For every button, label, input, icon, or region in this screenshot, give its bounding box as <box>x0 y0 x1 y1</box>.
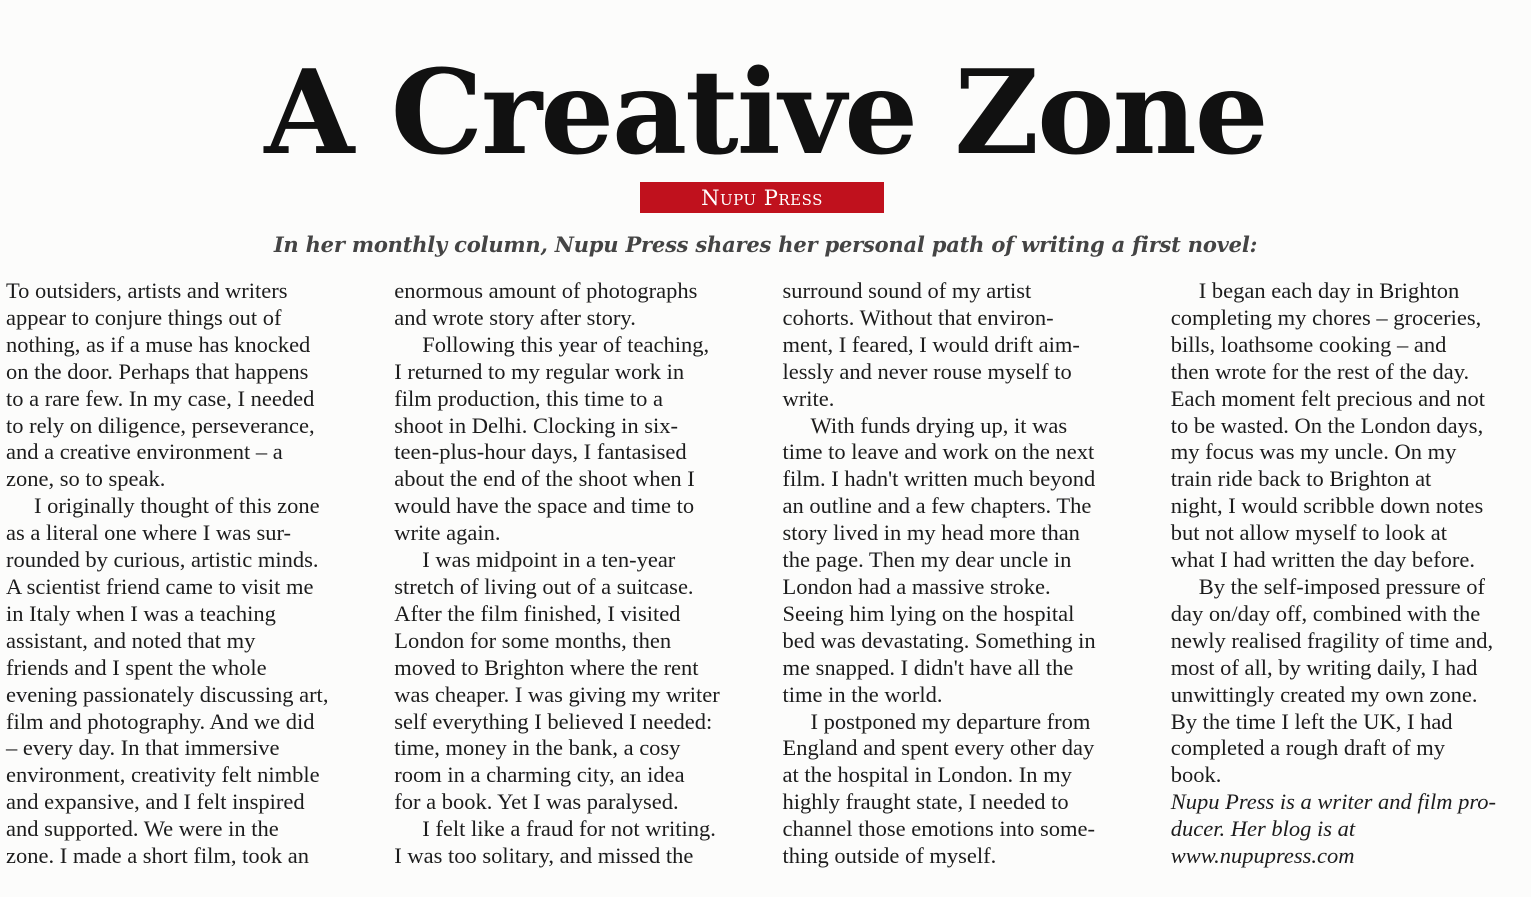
article-line: most of all, by writing daily, I had <box>1170 654 1478 680</box>
article-line: completing my chores – groceries, <box>1170 304 1482 330</box>
article-line: and supported. We were in the <box>6 816 279 842</box>
article-line: I originally thought of this zone <box>34 493 320 519</box>
article-line: friends and I spent the whole <box>6 654 267 680</box>
article-line: shoot in Delhi. Clocking in six- <box>394 412 678 438</box>
article-line: surround sound of my artist <box>782 278 1032 303</box>
article-line: I was midpoint in a ten-year <box>422 547 676 573</box>
article-line: about the end of the shoot when I <box>394 466 695 492</box>
article-line: Following this year of teaching, <box>422 331 710 357</box>
article-line: write. <box>782 385 835 411</box>
article-line: moved to Brighton where the rent <box>394 654 699 680</box>
article-line: write again. <box>394 520 501 546</box>
article-line: By the time I left the UK, I had <box>1170 708 1453 734</box>
article-line: in Italy when I was a teaching <box>6 600 276 626</box>
article-line: London for some months, then <box>394 627 672 653</box>
article-line: and expansive, and I felt inspired <box>6 789 305 815</box>
article-line: thing outside of myself. <box>782 843 997 869</box>
article-line: A scientist friend came to visit me <box>6 573 314 599</box>
article-line: After the film finished, I visited <box>394 600 681 626</box>
article-line: England and spent every other day <box>782 735 1095 761</box>
article-line: for a book. Yet I was paralysed. <box>394 789 679 815</box>
standfirst: In her monthly column, Nupu Press shares her personal path of writing a first novel: <box>273 232 1258 257</box>
article-line: teen-plus-hour days, I fantasised <box>394 439 687 465</box>
article-body <box>6 278 1530 870</box>
article-line: environment, creativity felt nimble <box>6 762 320 788</box>
article-line: assistant, and noted that my <box>6 627 256 653</box>
article-line: and a creative environment – a <box>6 439 283 465</box>
article-line: book. <box>1170 762 1222 788</box>
article-line: an outline and a few chapters. The <box>782 493 1092 519</box>
article-line: to rely on diligence, perseverance, <box>6 412 315 438</box>
article-line: to be wasted. On the London days, <box>1170 412 1484 438</box>
column-3 <box>783 278 1142 870</box>
article-line: train ride back to Brighton at <box>1170 466 1432 492</box>
article-line: ment, I feared, I would drift aim- <box>782 331 1080 357</box>
article-line: London had a massive stroke. <box>782 573 1051 599</box>
article-line: stretch of living out of a suitcase. <box>394 573 694 599</box>
column-4 <box>1171 278 1530 870</box>
article-line: my focus was my uncle. On my <box>1170 439 1457 465</box>
article-line: time to leave and work on the next <box>782 439 1095 465</box>
column-2 <box>394 278 753 870</box>
article-line: was cheaper. I was giving my writer <box>394 681 720 707</box>
article-line: To outsiders, artists and writers <box>6 278 288 303</box>
article-line: completed a rough draft of my <box>1170 735 1446 761</box>
article-line: nothing, as if a muse has knocked <box>6 331 311 357</box>
article-line: to a rare few. In my case, I needed <box>6 385 315 411</box>
article-line: I postponed my departure from <box>810 708 1091 734</box>
article-line: zone. I made a short film, took an <box>6 843 310 869</box>
article-line: bed was devastating. Something in <box>782 627 1096 653</box>
article-line: cohorts. Without that environ- <box>782 304 1054 330</box>
article-line: Seeing him lying on the hospital <box>782 600 1075 626</box>
column-1 <box>6 278 365 870</box>
article-line: and wrote story after story. <box>394 304 636 330</box>
article-line: I felt like a fraud for not writing. <box>422 816 716 842</box>
article-line: evening passionately discussing art, <box>6 681 329 707</box>
article-line: room in a charming city, an idea <box>394 762 685 788</box>
article-line: as a literal one where I was sur- <box>6 520 292 546</box>
article-line: With funds drying up, it was <box>810 412 1068 438</box>
article-line: night, I would scribble down notes <box>1170 493 1484 519</box>
article-line: I was too solitary, and missed the <box>394 843 694 869</box>
article-line: film production, this time to a <box>394 385 663 411</box>
byline: Nupu Press <box>701 185 823 210</box>
article-line: – every day. In that immersive <box>6 735 280 761</box>
article-line: film. I hadn't written much beyond <box>782 466 1096 492</box>
article-line: Nupu Press is a writer and film pro- <box>1170 789 1496 815</box>
article-line: time, money in the bank, a cosy <box>394 735 681 761</box>
article-line: appear to conjure things out of <box>6 304 282 330</box>
article-line: but not allow myself to look at <box>1170 520 1447 546</box>
headline: A Creative Zone <box>264 45 1267 181</box>
article-line: film and photography. And we did <box>6 708 315 734</box>
article-line: story lived in my head more than <box>782 520 1080 546</box>
article-line: day on/day off, combined with the <box>1170 600 1481 626</box>
article-line: www.nupupress.com <box>1170 843 1355 869</box>
article-line: lessly and never rouse myself to <box>782 358 1072 384</box>
article-line: self everything I believed I needed: <box>394 708 713 734</box>
article-line: zone, so to speak. <box>6 466 166 492</box>
article-line: I returned to my regular work in <box>394 358 685 384</box>
article-line: channel those emotions into some- <box>782 816 1095 842</box>
article-line: me snapped. I didn't have all the <box>782 654 1074 680</box>
article-line: what I had written the day before. <box>1170 547 1476 573</box>
article-line: on the door. Perhaps that happens <box>6 358 309 384</box>
article-line: the page. Then my dear uncle in <box>782 547 1072 573</box>
article-line: rounded by curious, artistic minds. <box>6 547 319 573</box>
article-line: time in the world. <box>782 681 943 707</box>
article-line: By the self-imposed pressure of <box>1198 573 1485 599</box>
article-line: at the hospital in London. In my <box>782 762 1072 788</box>
article-line: ducer. Her blog is at <box>1170 816 1356 842</box>
article-line: Each moment felt precious and not <box>1170 385 1486 411</box>
article-line: unwittingly created my own zone. <box>1170 681 1478 707</box>
article-line: I began each day in Brighton <box>1198 278 1460 303</box>
article-line: newly realised fragility of time and, <box>1170 627 1494 653</box>
article-line: highly fraught state, I needed to <box>782 789 1069 815</box>
article-line: then wrote for the rest of the day. <box>1170 358 1470 384</box>
article-line: bills, loathsome cooking – and <box>1170 331 1447 357</box>
article-line: enormous amount of photographs <box>394 278 698 303</box>
article-line: would have the space and time to <box>394 493 695 519</box>
byline-banner <box>640 182 884 213</box>
